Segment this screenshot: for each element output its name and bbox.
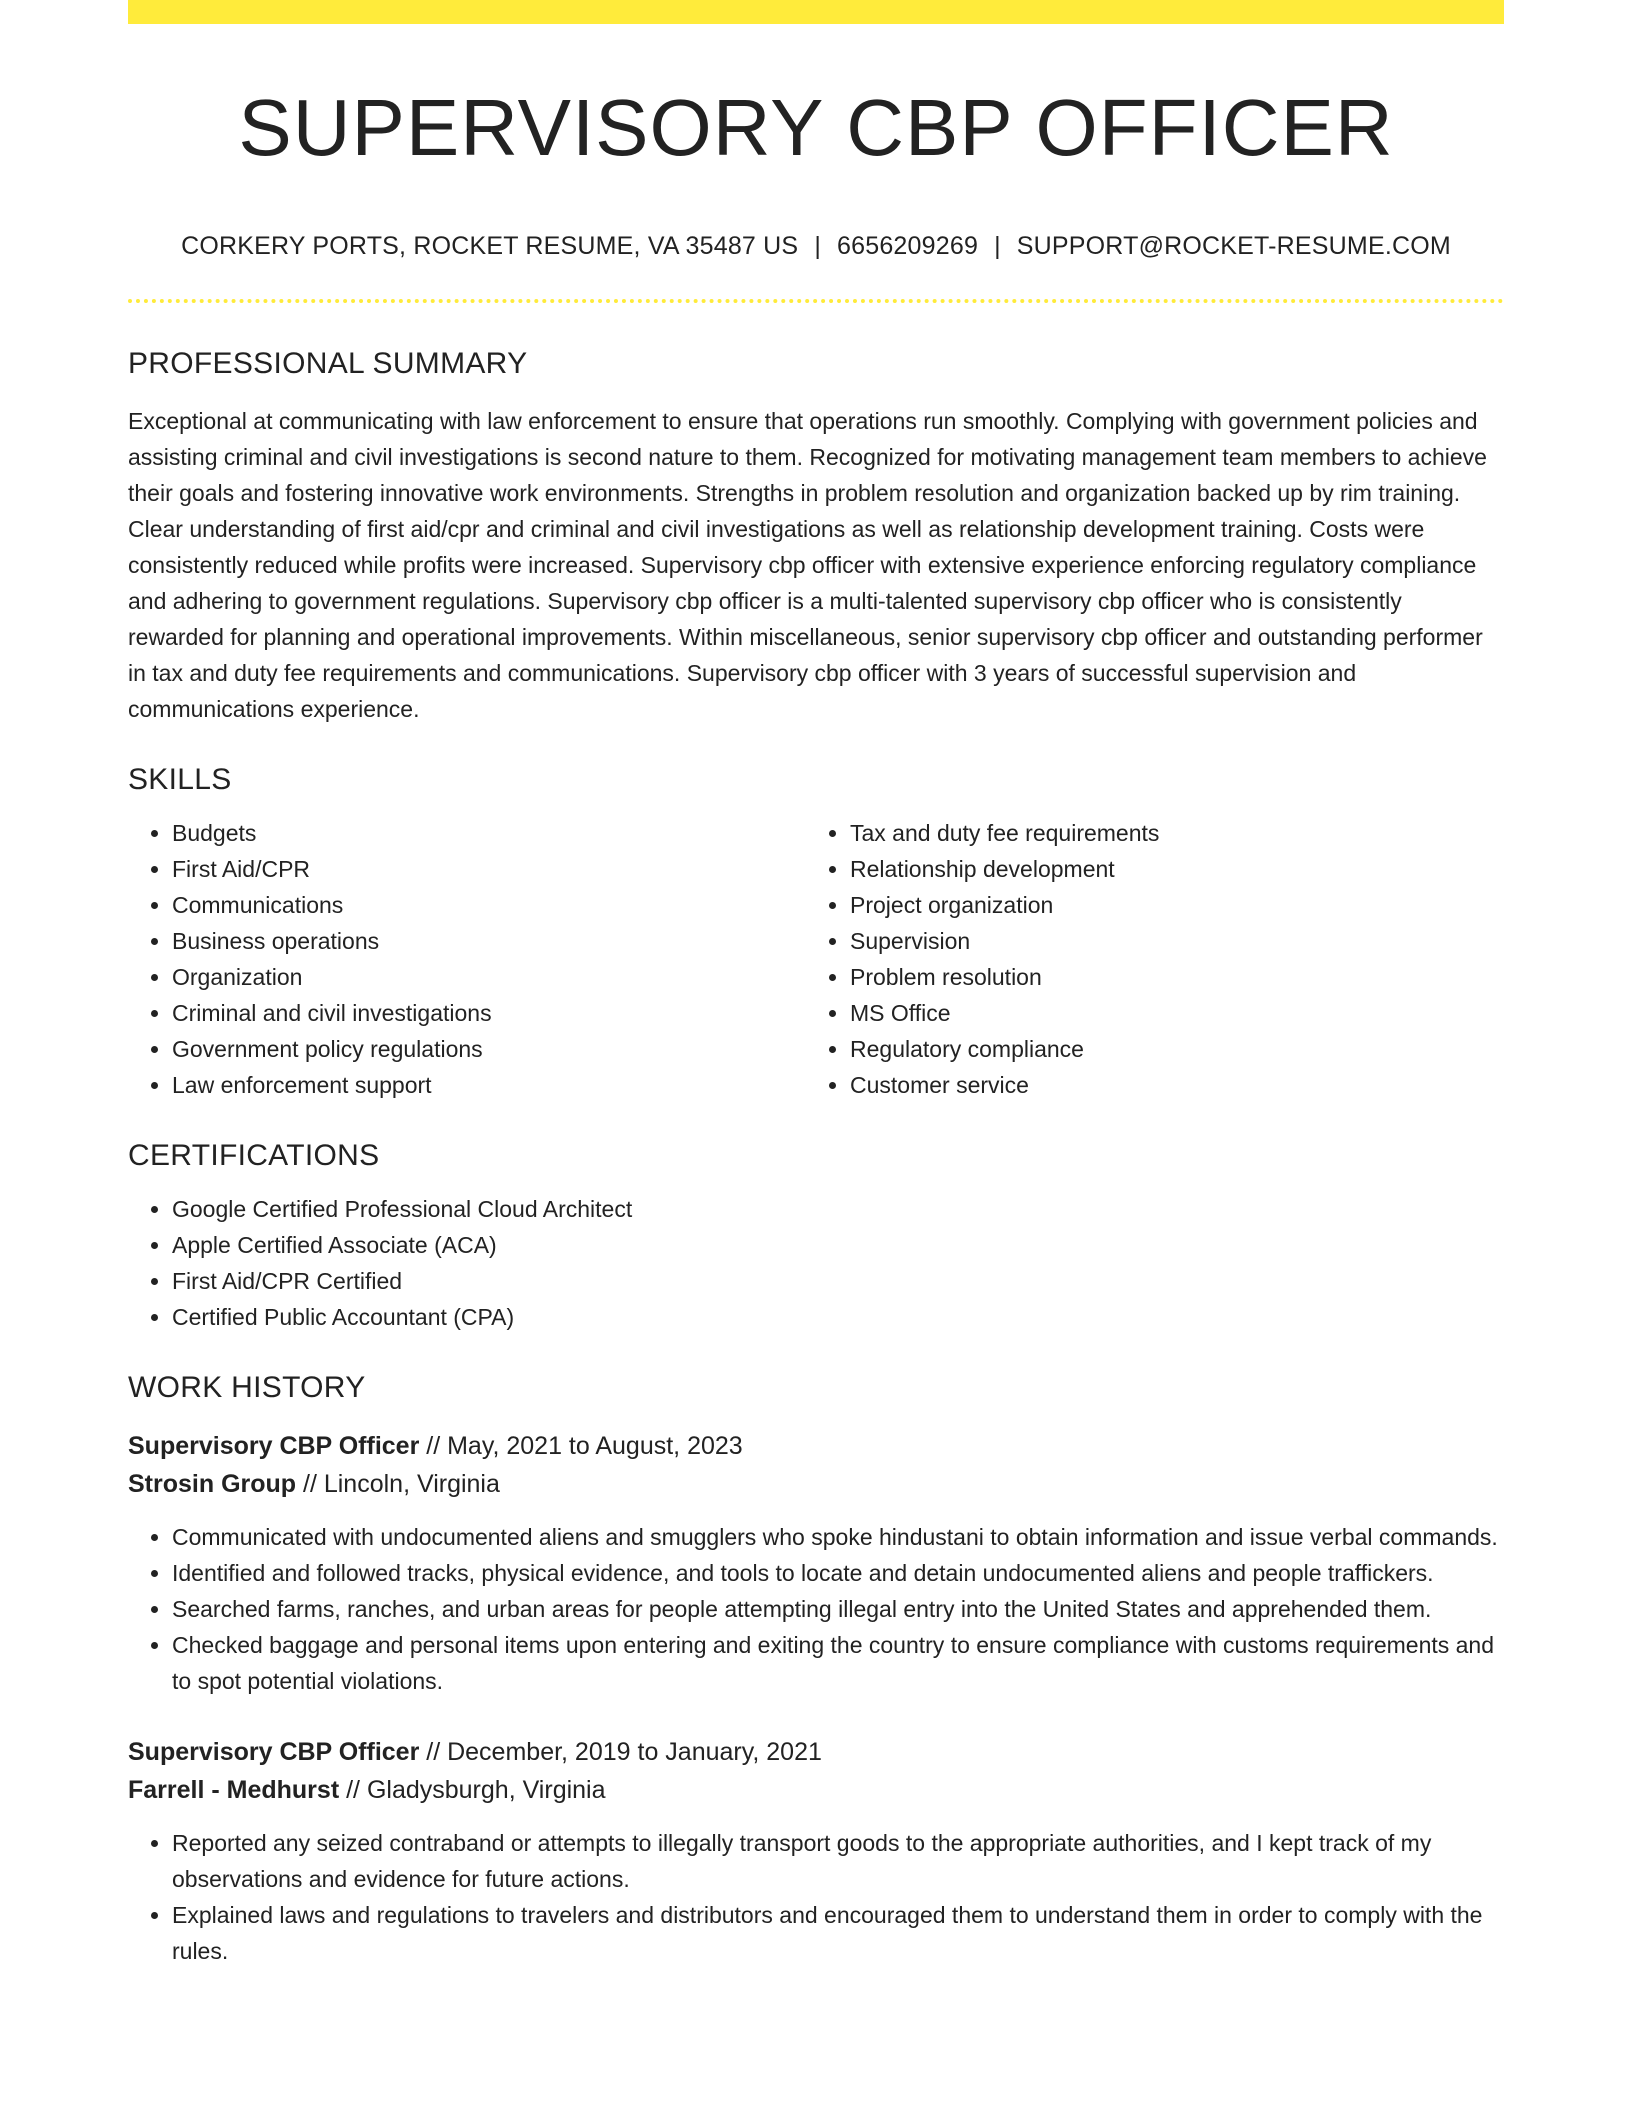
contact-phone: 6656209269 bbox=[837, 232, 979, 260]
resume-page bbox=[128, 0, 1504, 1969]
list-item: • Government policy regulations bbox=[172, 1031, 806, 1067]
job-title: Supervisory CBP Officer bbox=[128, 1432, 420, 1460]
skills-left-list bbox=[128, 815, 806, 1103]
top-accent-bar bbox=[128, 0, 1504, 24]
job-company: Farrell - Medhurst bbox=[128, 1776, 340, 1804]
job-entry bbox=[128, 1427, 1504, 1699]
skills-left-column bbox=[128, 815, 806, 1103]
work-history-section bbox=[128, 1371, 1504, 1969]
list-item: • Project organization bbox=[850, 887, 1484, 923]
list-item: • Budgets bbox=[172, 815, 806, 851]
certifications-heading: CERTIFICATIONS bbox=[128, 1139, 380, 1172]
list-item: • Checked baggage and personal items upon entering and exiting the country to ensure compliance with customs requirements and to spot potential violations. bbox=[172, 1627, 1504, 1699]
certifications-section bbox=[128, 1139, 1504, 1335]
list-item: • Problem resolution bbox=[850, 959, 1484, 995]
skills-right-list bbox=[806, 815, 1484, 1103]
list-item: • First Aid/CPR Certified bbox=[172, 1263, 1504, 1299]
job-dates: // May, 2021 to August, 2023 bbox=[426, 1432, 743, 1460]
list-item: • Organization bbox=[172, 959, 806, 995]
list-item: • Certified Public Accountant (CPA) bbox=[172, 1299, 1504, 1335]
list-item: • Supervision bbox=[850, 923, 1484, 959]
skills-section bbox=[128, 763, 1504, 1103]
list-item: • Communicated with undocumented aliens and smugglers who spoke hindustani to obtain information and issue verbal commands. bbox=[172, 1519, 1504, 1555]
list-item: • First Aid/CPR bbox=[172, 851, 806, 887]
list-item: • Customer service bbox=[850, 1067, 1484, 1103]
summary-heading: PROFESSIONAL SUMMARY bbox=[128, 347, 528, 380]
job-location: // Lincoln, Virginia bbox=[303, 1470, 500, 1498]
list-item: • Tax and duty fee requirements bbox=[850, 815, 1484, 851]
contact-line bbox=[128, 232, 1504, 261]
list-item: • Communications bbox=[172, 887, 806, 923]
job-duties-list bbox=[128, 1519, 1504, 1699]
job-duties-list bbox=[128, 1825, 1504, 1969]
work-history-heading: WORK HISTORY bbox=[128, 1371, 366, 1404]
job-title-line bbox=[128, 1427, 1504, 1465]
list-item: • Reported any seized contraband or attempts to illegally transport goods to the appropriate authorities, and I kept track of my observations and evidence for future actions. bbox=[172, 1825, 1504, 1897]
job-title: Supervisory CBP Officer bbox=[128, 1738, 420, 1766]
dotted-divider bbox=[128, 299, 1504, 303]
summary-section bbox=[128, 347, 1504, 727]
list-item: • Explained laws and regulations to travelers and distributors and encouraged them to understand them in order to comply with the rules. bbox=[172, 1897, 1504, 1969]
resume-title: SUPERVISORY CBP OFFICER bbox=[238, 83, 1394, 172]
list-item: • Law enforcement support bbox=[172, 1067, 806, 1103]
job-company: Strosin Group bbox=[128, 1470, 297, 1498]
list-item: • Identified and followed tracks, physical evidence, and tools to locate and detain undocumented aliens and people traffickers. bbox=[172, 1555, 1504, 1591]
job-dates: // December, 2019 to January, 2021 bbox=[426, 1738, 822, 1766]
certifications-list bbox=[128, 1191, 1504, 1335]
skills-columns bbox=[128, 815, 1504, 1103]
job-location: // Gladysburgh, Virginia bbox=[346, 1776, 606, 1804]
list-item: • Criminal and civil investigations bbox=[172, 995, 806, 1031]
list-item: • Relationship development bbox=[850, 851, 1484, 887]
list-item: • Searched farms, ranches, and urban areas for people attempting illegal entry into the United States and apprehended them. bbox=[172, 1591, 1504, 1627]
list-item: • Google Certified Professional Cloud Architect bbox=[172, 1191, 1504, 1227]
contact-separator: | bbox=[814, 232, 822, 260]
list-item: • Business operations bbox=[172, 923, 806, 959]
contact-address: CORKERY PORTS, ROCKET RESUME, VA 35487 US bbox=[181, 232, 799, 260]
contact-separator: | bbox=[994, 232, 1001, 260]
list-item: • MS Office bbox=[850, 995, 1484, 1031]
job-company-line bbox=[128, 1465, 1504, 1503]
job-title-line bbox=[128, 1733, 1504, 1771]
list-item: • Regulatory compliance bbox=[850, 1031, 1484, 1067]
contact-email: SUPPORT@ROCKET-RESUME.COM bbox=[1016, 232, 1451, 260]
summary-text: Exceptional at communicating with law enforcement to ensure that operations run smoothly. Complying with government policies and assisting criminal and civil investigations is second nature to them. Recognized for motivating management team members to achieve their goals and fostering innovative work environments. Strengths in problem resolution and organization backed up by rim training. Clear understanding of first aid/cpr and criminal and civil investigations as well as relationship development training. Costs were consistently reduced while profits were increased. Supervisory cbp officer with extensive experience enforcing regulatory compliance and adhering to government regulations. Supervisory cbp officer is a multi-talented supervisory cbp officer who is consistently rewarded for planning and operational improvements. Within miscellaneous, senior supervisory cbp officer and outstanding performer in tax and duty fee requirements and communications. Supervisory cbp officer with 3 years of successful supervision and communications experience. bbox=[128, 408, 1487, 722]
list-item: • Apple Certified Associate (ACA) bbox=[172, 1227, 1504, 1263]
job-company-line bbox=[128, 1771, 1504, 1809]
skills-heading: SKILLS bbox=[128, 763, 232, 796]
job-entry bbox=[128, 1733, 1504, 1969]
skills-right-column bbox=[806, 815, 1484, 1103]
